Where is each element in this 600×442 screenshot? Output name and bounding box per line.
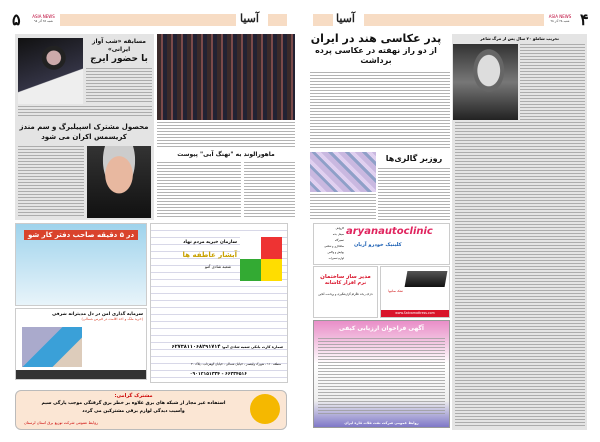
masthead-bar [364,14,544,26]
notice-footer: روابط عمومی شرکت نفت فلات قاره ایران [344,421,419,425]
shamlou-photo [453,44,518,120]
aryan-ad[interactable] [313,223,450,265]
mattress-brand: تشک ساتیوا [388,289,403,293]
mendes-photo [87,146,151,218]
logo: آسیا [336,12,355,25]
mattress-url[interactable]: www.Satvamattress.com [381,310,449,317]
real-estate-title: سرمایه گذاری امن در دل مدیترانه شرقی [52,312,143,317]
electric-title: مشترک گرامی: [114,393,153,399]
page-number: ۴ [580,10,589,29]
real-estate-photos [22,327,82,367]
article-text [157,162,241,218]
article-text [18,146,84,216]
mattress-image [405,271,448,287]
software-note: دارای ربات تلگرام گزارشگیری و پرداخت آنلاین [318,292,373,296]
charity-name: آبشار عاطفه ها [182,251,237,259]
real-estate-subtitle: (خرید ملک و اخذ اقامت در قبرس شمالی) [81,317,143,321]
charity-phones: ۶۶۳۳۴۵۱۶ - ۰۹۰۱۲۱۵۱۳۳۴ [189,372,247,377]
page-number: ۵ [12,10,21,29]
article-text [310,72,450,148]
electric-footer: روابط عمومی شرکت توزیع برق استان لرستان [24,420,98,425]
software-title: مدیر ساز ساختمان [320,274,371,280]
main-headline-group [300,32,452,66]
mattress-ad[interactable] [380,266,450,318]
electric-line: استفاده غیر مجاز از شبکه های برق علاوه بر خطر برق گرفتگی موجب پارگی سیم [41,401,226,406]
office-ad-title: در ۵ دقیقه صاحب دفتر کار شو [24,230,138,240]
article-text [157,122,295,148]
electric-ad[interactable] [15,390,287,430]
aryan-fa: کلینیک خودرو آریان [354,242,402,248]
electric-line: وآسیب دیدگی لوازم برقی مشترکین می گردد [82,409,185,414]
electric-logo [250,394,280,424]
side-title: تخریب شاملو ۲۰ سال پس از مرگ شاعر [480,36,559,41]
masthead-box [268,14,287,26]
article-headline: محصول مشترک اسپیلبرگ و سم مندز [19,123,149,131]
article-headline-group [85,38,153,65]
article-headline: ماهورالوند به "تهنگ آبی" پیوست [177,151,275,158]
masthead-box [313,14,333,26]
software-ad[interactable] [313,266,378,318]
gallery-headline: روزبر گالری‌ها [385,154,443,163]
aryan-brand: aryanautoclinic [346,226,433,237]
charity-address: منطقه ۱۱۰ - شهرک ولیعصر - خیابان شمالی - خیابان گوهرتاب - پلاک ۳۰ [190,362,281,366]
article-text [244,162,295,218]
software-subtitle: نرم افزار کاشانه [324,280,367,286]
logo: آسیا [240,12,259,25]
article-headline: مسابقه «شب آواز ایرانی» [92,38,146,53]
iraj-photo [18,38,83,104]
charity-logo [240,237,282,281]
notice-title: آگهی فراخوان ارزیابی کیفی [339,325,424,332]
main-headline: پدر عکاسی هند در ایران [310,32,442,45]
article-text [378,168,450,220]
charity-org: سازمان خیریه مردم نهاد [183,240,237,245]
charity-ad[interactable] [150,223,288,383]
article-headline: کریسمس اکران می شود [41,133,127,141]
office-ad[interactable] [15,223,147,306]
masthead-brand: ASIA NEWS شنبه ۲۸ آذر ۹۸ [32,14,55,23]
crowd-photo [157,34,295,120]
charity-branch: شعبه شادی آمو [205,264,231,269]
charity-account: شماره کارت بانکی شعبه شادی آمو: ۶۲۷۳۸۱۱۰۶۸۲۹۱۷۱۴ [171,344,283,350]
main-headline: از دو راز نهفته در عکاسی پرده برداشت [315,46,437,65]
real-estate-ad[interactable] [15,308,147,380]
article-text [86,68,152,104]
gallery-image [310,152,376,192]
masthead-brand: ASIA NEWS شنبه ۲۸ آذر ۹۸ [548,14,572,23]
masthead-bar [60,14,236,26]
article-text [18,106,152,118]
tender-notice-ad[interactable] [313,320,450,428]
aryan-services: کارواش صیقل بدنه تعمیرگاه صافکاری و نقاشی پولیش و واکس لوازم تعمیرات [324,227,344,260]
article-headline-group [16,122,152,142]
article-text [520,44,585,120]
article-headline: با حضور ایرج [90,54,148,64]
article-text [455,122,585,428]
article-text [310,194,376,220]
